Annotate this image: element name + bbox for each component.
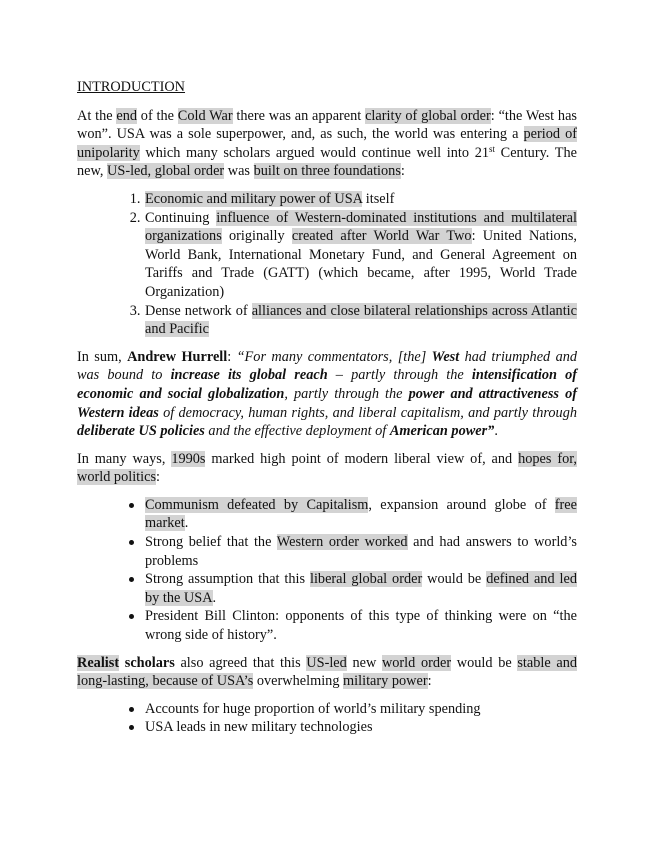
document-body	[77, 78, 577, 746]
highlight: created after World War Two	[291, 228, 472, 245]
section-heading: INTRODUCTION	[77, 79, 186, 95]
nineties-bullet-list	[77, 496, 577, 645]
highlight: Communism defeated by Capitalism	[145, 496, 369, 513]
highlight: US-led, global order	[107, 163, 225, 180]
list-item: 1. Economic and military power of USA itself	[144, 190, 577, 209]
highlight: Western order worked	[276, 534, 408, 551]
highlight: military power	[343, 673, 428, 690]
highlight: world order	[381, 654, 452, 671]
highlight: 1990s	[171, 450, 206, 467]
list-item: USA leads in new military technologies	[144, 718, 577, 737]
highlight: Cold War	[177, 107, 233, 124]
list-item: Accounts for huge proportion of world’s military spending	[144, 700, 577, 719]
nineties-paragraph: In many ways, 1990s marked high point of modern liberal view of, and hopes for, world politics:	[77, 450, 577, 486]
list-item: President Bill Clinton: opponents of this type of thinking were on “the wrong side of history”.	[145, 608, 577, 644]
highlight: alliances and close bilateral relationships across Atlantic and Pacific	[145, 302, 577, 338]
highlight: stable and long-lasting, because of USA’s	[77, 654, 578, 690]
highlight: built on three foundations	[253, 163, 401, 180]
highlight: hopes for, world politics	[77, 450, 577, 486]
highlight: Realist	[77, 654, 120, 671]
highlight: liberal global order	[309, 571, 423, 588]
highlight: defined and led by the USA	[145, 571, 577, 606]
list-item: Communism defeated by Capitalism, expansion around globe of free market.	[145, 496, 577, 532]
highlight: period of unipolarity	[77, 126, 577, 161]
highlight: free market	[145, 496, 577, 532]
highlight: end	[116, 107, 138, 124]
highlight: influence of Western-dominated institutions and multilateral organizations	[145, 209, 577, 245]
list-item: Strong assumption that this liberal global order would be defined and led by the USA.	[145, 571, 577, 606]
highlight: clarity of global order	[365, 107, 491, 124]
list-item: 2. Continuing influence of Western-dominated institutions and multilateral organizations originally created after World War Two: United Nations, World Bank, International Monetary Fund, and General Agreement on Tariffs and Trade (GATT) (which became, after 1995, World Trade Organization)	[144, 209, 577, 302]
foundations-list	[77, 190, 577, 339]
hurrell-paragraph: In sum, Andrew Hurrell: “For many commentators, [the] West had triumphed and was bound to increase its global reach – partly through the intensification of economic and social globalization, partly through the power and attractiveness of Western ideas of democracy, human rights, and liberal capitalism, and partly through deliberate US policies and the effective deployment of American power”.	[77, 348, 578, 440]
list-item: Strong belief that the Western order worked and had answers to world’s problems	[145, 534, 577, 569]
list-item: 3. Dense network of alliances and close bilateral relationships across Atlantic and Pacific	[144, 302, 577, 339]
intro-paragraph: At the end of the Cold War there was an apparent clarity of global order: “the West has won”. USA was a sole superpower, and, as such, the world was entering a period of unipolarity which many scholars argued would continue well into 21st Century. The new, US-led, global order was built on three foundations:	[77, 107, 578, 180]
highlight: US-led	[306, 654, 347, 671]
author-name: Andrew Hurrell	[127, 348, 228, 365]
highlight: Economic and military power of USA	[145, 190, 363, 207]
realist-bullet-list	[77, 700, 577, 737]
realist-paragraph: Realist scholars also agreed that this US-led new world order would be stable and long-lasting, because of USA’s overwhelming military power:	[77, 654, 578, 690]
